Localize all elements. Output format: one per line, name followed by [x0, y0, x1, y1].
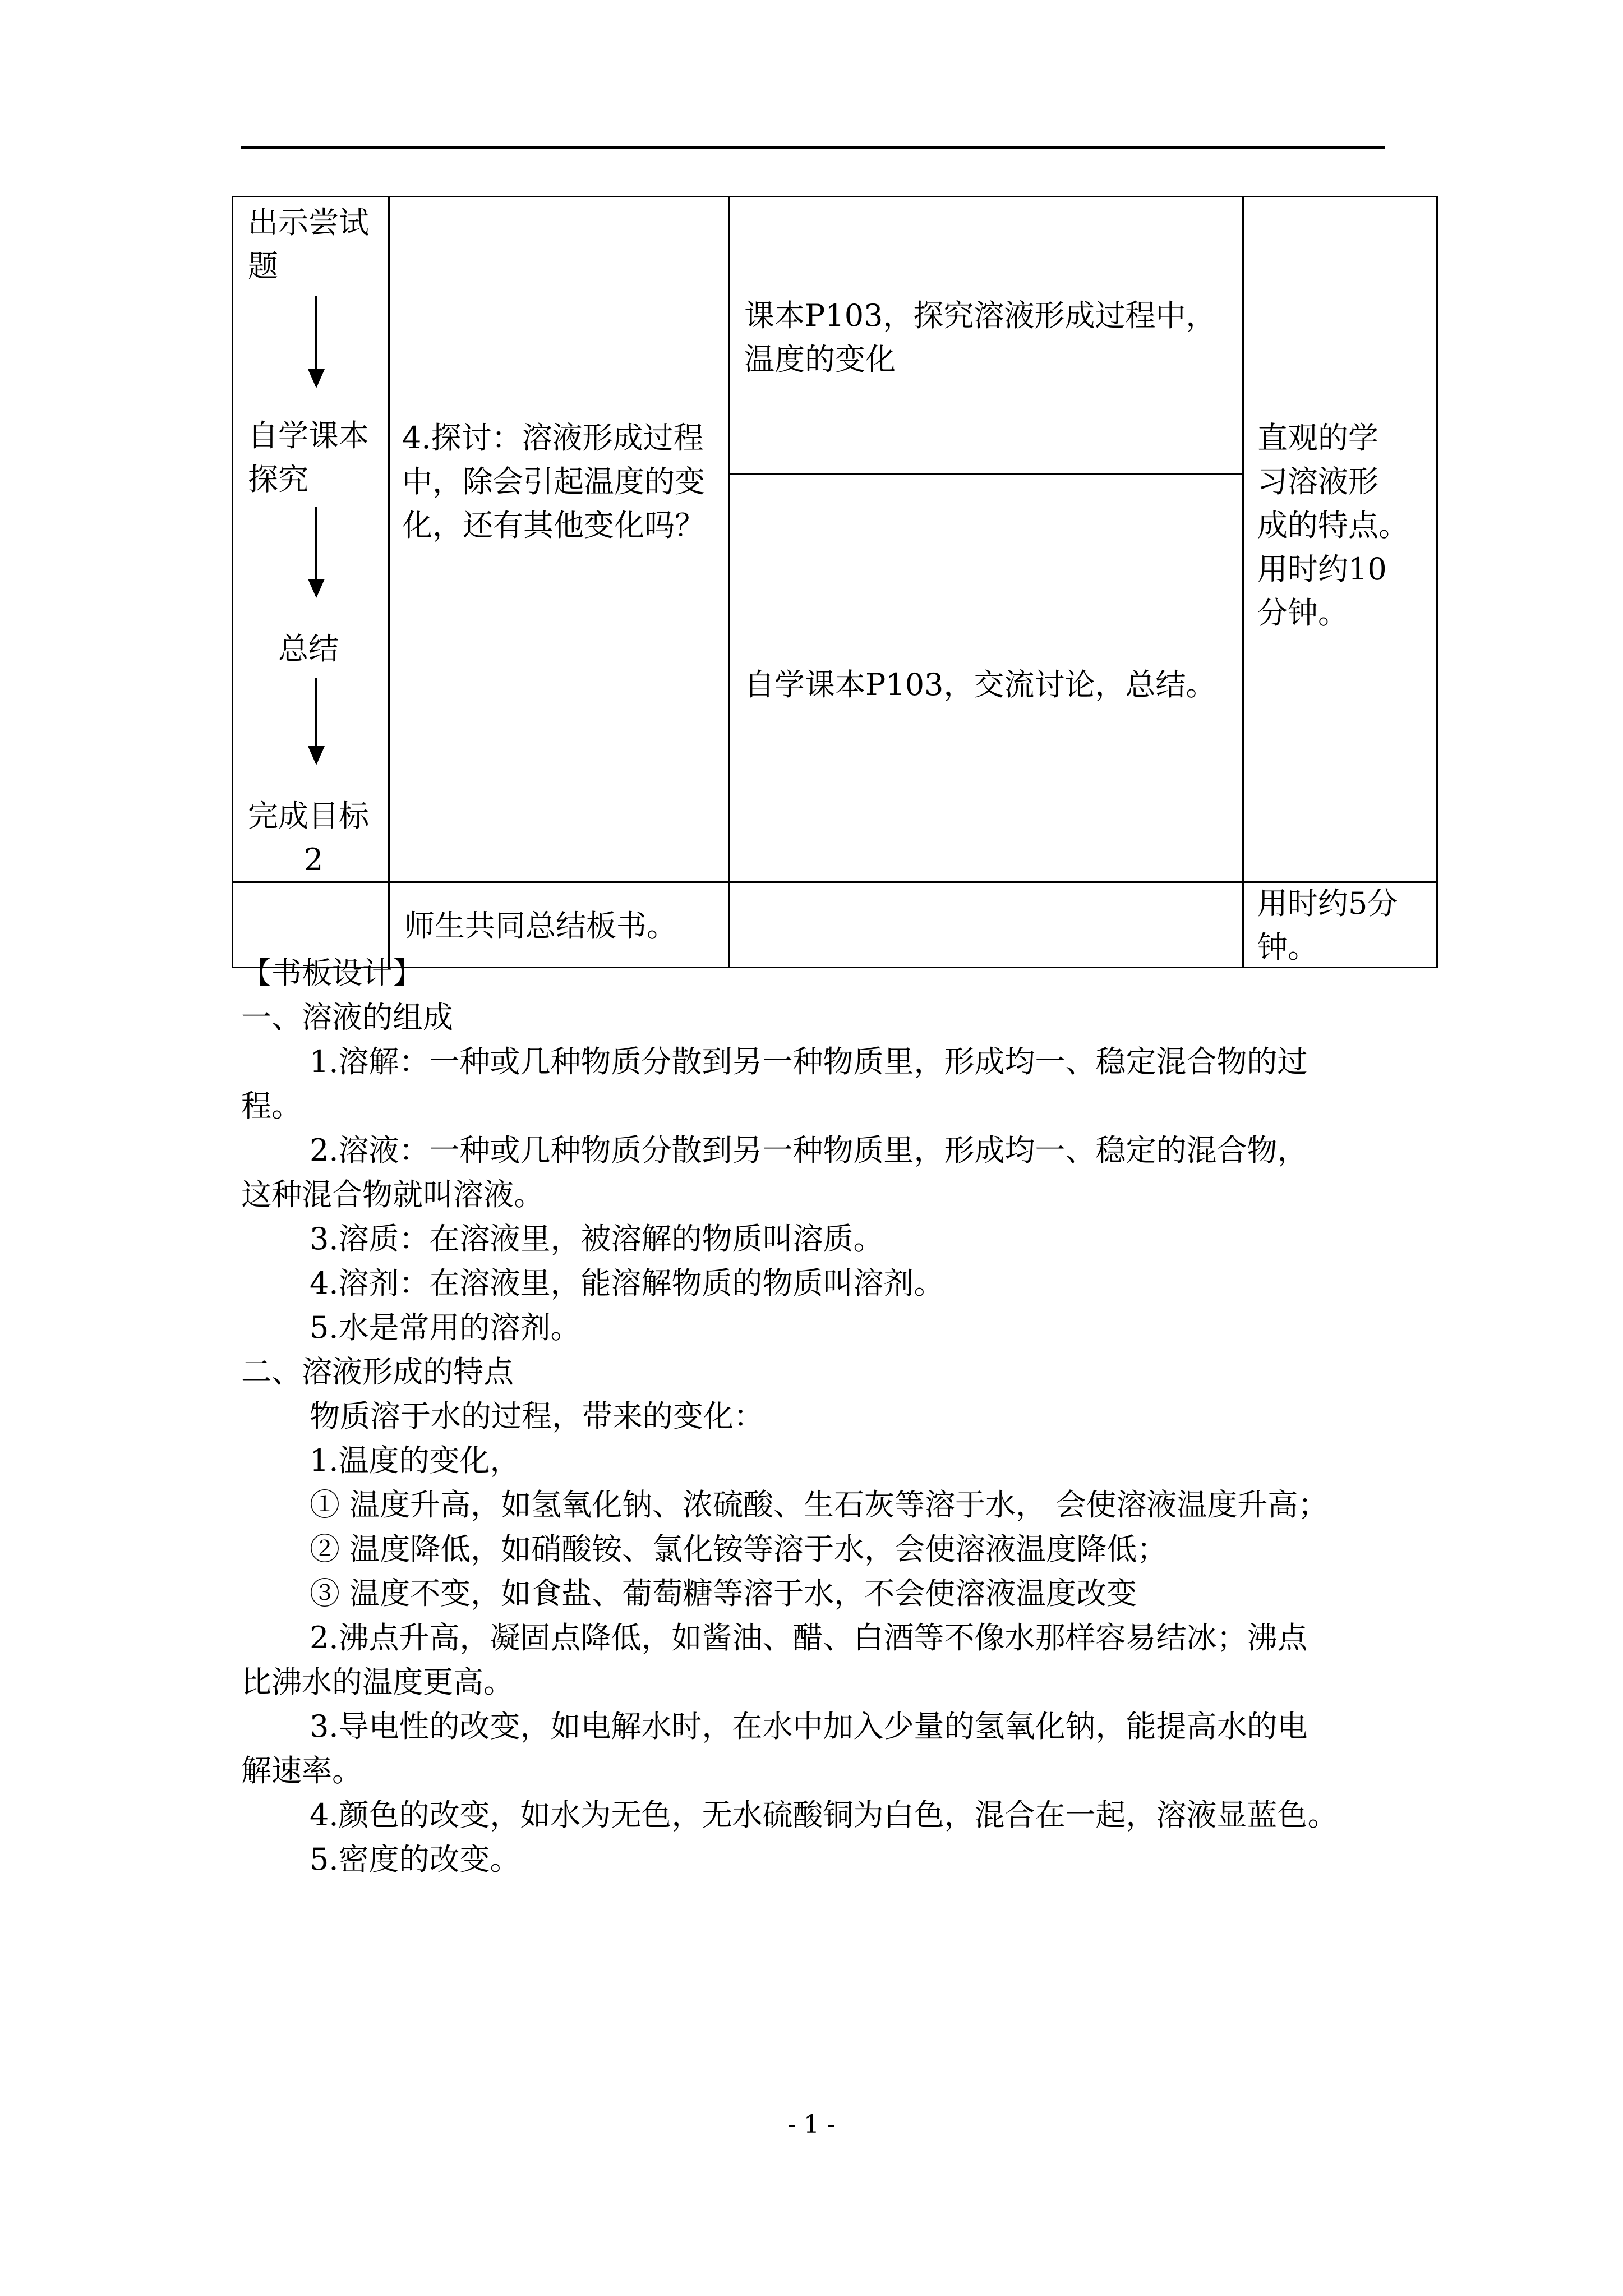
lesson-table	[232, 196, 1438, 968]
process-flow-cell	[233, 197, 389, 882]
cell-divider	[730, 473, 1242, 475]
down-arrow-icon	[315, 507, 317, 596]
table-row	[233, 197, 1437, 882]
step-try-label: 出示尝试	[248, 205, 369, 240]
list-item: 2.沸点升高，凝固点降低，如酱油、醋、白酒等不像水那样容易结冰；沸点	[310, 1620, 1308, 1655]
design-intent-cell	[1243, 197, 1437, 882]
teacher-activity-line: 化，还有其他变化吗？	[402, 508, 705, 543]
step-goal-label: 完成目标	[248, 798, 369, 834]
step-summary-label: 总结	[278, 631, 339, 666]
design-intent-line: 用时约5分	[1257, 886, 1398, 921]
step-selfstudy-label: 自学课本	[248, 418, 369, 453]
design-intent-line: 成的特点。	[1257, 508, 1409, 543]
teacher-activity-line: 4.探讨：溶液形成过程	[402, 420, 704, 455]
section-title: 二、溶液形成的特点	[241, 1354, 514, 1389]
page-number: - 1 -	[787, 2110, 836, 2139]
design-intent-line: 直观的学	[1257, 420, 1378, 455]
sub-list-item: ② 温度降低，如硝酸铵、氯化铵等溶于水，会使溶液温度降低；	[310, 1531, 1168, 1567]
design-intent-line: 分钟。	[1257, 595, 1348, 631]
section-title: 一、溶液的组成	[241, 1000, 453, 1035]
design-intent-line: 习溶液形	[1257, 464, 1378, 499]
list-item: 3.溶质：在溶液里，被溶解的物质叫溶质。	[310, 1221, 884, 1257]
student-activity-cell	[729, 197, 1243, 882]
teacher-activity-line: 师生共同总结板书。	[404, 908, 677, 944]
list-item: 4.颜色的改变，如水为无色，无水硫酸铜为白色，混合在一起，溶液显蓝色。	[310, 1797, 1338, 1833]
step-goal-number: 2	[304, 842, 324, 877]
design-intent-line: 用时约10	[1257, 551, 1387, 587]
design-intent-line: 钟。	[1257, 930, 1318, 965]
list-item-cont: 这种混合物就叫溶液。	[241, 1177, 544, 1212]
sub-list-item: ③ 温度不变，如食盐、葡萄糖等溶于水，不会使溶液温度改变	[310, 1576, 1137, 1611]
student-activity-top-line: 课本P103，探究溶液形成过程中，	[744, 298, 1216, 333]
list-item: 5.密度的改变。	[310, 1842, 520, 1877]
header-rule	[241, 146, 1385, 149]
list-item-cont: 解速率。	[241, 1753, 362, 1788]
board-design-section	[241, 951, 1396, 1881]
list-item-cont: 比沸水的温度更高。	[241, 1664, 514, 1700]
list-item: 5.水是常用的溶剂。	[310, 1310, 581, 1345]
list-item: 1.溶解：一种或几种物质分散到另一种物质里，形成均一、稳定混合物的过	[310, 1044, 1308, 1079]
step-selfstudy-label-cont: 探究	[248, 462, 308, 497]
list-item: 4.溶剂：在溶液里，能溶解物质的物质叫溶剂。	[310, 1266, 944, 1301]
sub-list-item: ① 温度升高，如氢氧化钠、浓硫酸、生石灰等溶于水， 会使溶液温度升高；	[310, 1487, 1329, 1522]
down-arrow-icon	[315, 678, 317, 763]
list-item: 3.导电性的改变，如电解水时，在水中加入少量的氢氧化钠，能提高水的电	[310, 1709, 1308, 1744]
student-activity-bottom-line: 自学课本P103，交流讨论，总结。	[744, 667, 1216, 702]
step-try-label-cont: 题	[248, 249, 278, 284]
teacher-activity-line: 中，除会引起温度的变	[402, 464, 705, 499]
list-item-cont: 程。	[241, 1088, 302, 1124]
list-item: 1.温度的变化，	[310, 1443, 520, 1478]
teacher-activity-cell	[389, 197, 729, 882]
board-heading: 【书板设计】	[241, 955, 423, 991]
down-arrow-icon	[315, 296, 317, 386]
section-intro: 物质溶于水的过程，带来的变化：	[310, 1398, 764, 1434]
list-item: 2.溶液：一种或几种物质分散到另一种物质里，形成均一、稳定的混合物，	[310, 1133, 1308, 1168]
student-activity-top-line: 温度的变化	[744, 342, 896, 377]
